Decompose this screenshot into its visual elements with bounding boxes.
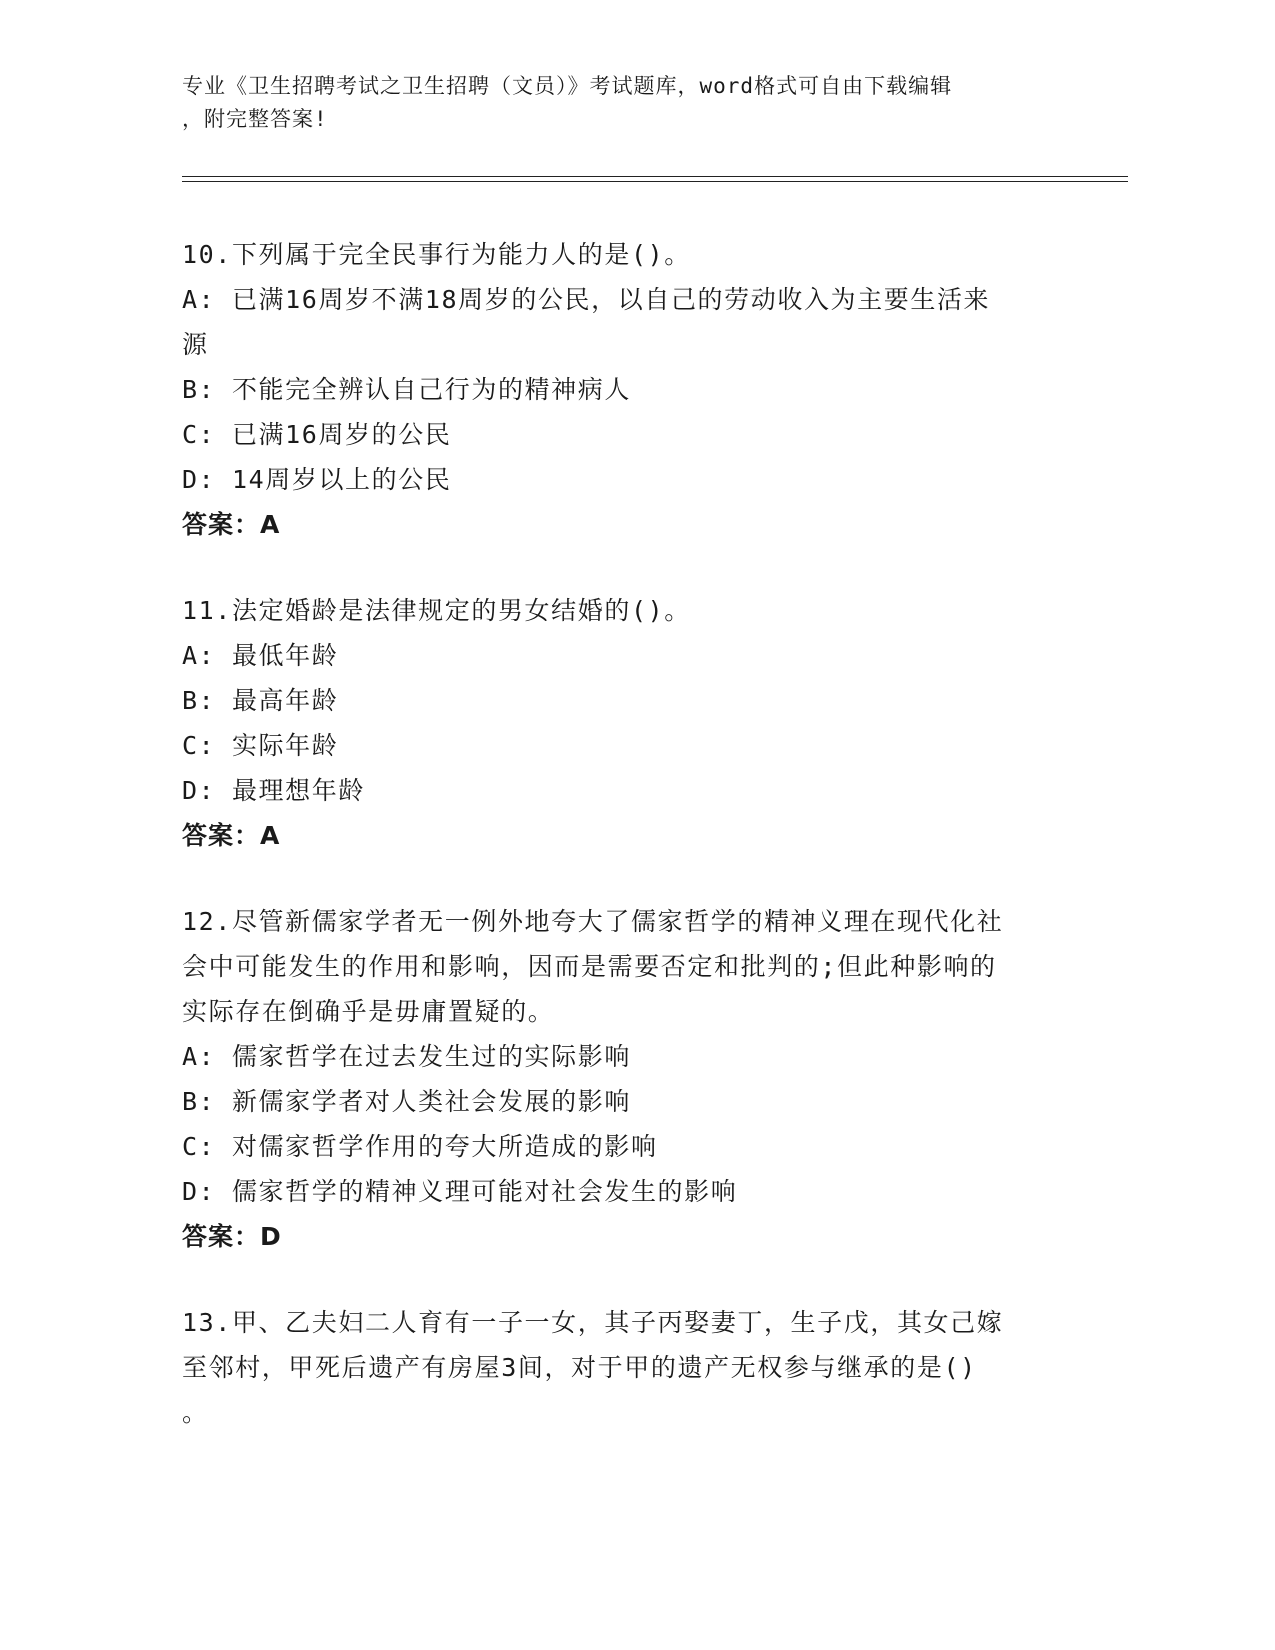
question-stem: 11.法定婚龄是法律规定的男女结婚的()。 bbox=[182, 596, 691, 625]
question-item bbox=[182, 899, 1082, 1259]
option-a: A: 已满16周岁不满18周岁的公民，以自己的劳动收入为主要生活来 bbox=[182, 285, 991, 314]
header-line-2: ，附完整答案! bbox=[182, 107, 328, 131]
option-d: D: 儒家哲学的精神义理可能对社会发生的影响 bbox=[182, 1177, 738, 1206]
option-a-continued: 源 bbox=[182, 330, 209, 359]
question-stem-line-3: 。 bbox=[182, 1398, 209, 1427]
document-header bbox=[182, 70, 1062, 136]
option-a: A: 最低年龄 bbox=[182, 641, 339, 670]
header-divider-bottom bbox=[182, 181, 1128, 182]
option-d: D: 14周岁以上的公民 bbox=[182, 465, 452, 494]
option-a: A: 儒家哲学在过去发生过的实际影响 bbox=[182, 1042, 631, 1071]
option-c: C: 实际年龄 bbox=[182, 731, 339, 760]
option-c: C: 对儒家哲学作用的夸大所造成的影响 bbox=[182, 1132, 658, 1161]
question-stem-line-2: 至邻村，甲死后遗产有房屋3间，对于甲的遗产无权参与继承的是() bbox=[182, 1353, 977, 1382]
question-stem-line-1: 13.甲、乙夫妇二人育有一子一女，其子丙娶妻丁，生子戊，其女己嫁 bbox=[182, 1308, 1004, 1337]
option-b: B: 最高年龄 bbox=[182, 686, 339, 715]
option-b: B: 新儒家学者对人类社会发展的影响 bbox=[182, 1087, 631, 1116]
question-item bbox=[182, 232, 1082, 547]
option-b: B: 不能完全辨认自己行为的精神病人 bbox=[182, 375, 631, 404]
header-line-1: 专业《卫生招聘考试之卫生招聘（文员）》考试题库，word格式可自由下载编辑 bbox=[182, 74, 953, 98]
question-stem: 10.下列属于完全民事行为能力人的是()。 bbox=[182, 240, 691, 269]
option-c: C: 已满16周岁的公民 bbox=[182, 420, 452, 449]
header-divider-top bbox=[182, 176, 1128, 177]
question-stem-line-1: 12.尽管新儒家学者无一例外地夸大了儒家哲学的精神义理在现代化社 bbox=[182, 907, 1004, 936]
answer-label: 答案：A bbox=[182, 821, 281, 850]
question-item bbox=[182, 1300, 1082, 1435]
option-d: D: 最理想年龄 bbox=[182, 776, 365, 805]
answer-label: 答案：A bbox=[182, 510, 281, 539]
question-list bbox=[182, 232, 1082, 1476]
answer-label: 答案：D bbox=[182, 1222, 282, 1251]
question-stem-line-3: 实际存在倒确乎是毋庸置疑的。 bbox=[182, 997, 555, 1026]
question-item bbox=[182, 588, 1082, 858]
question-stem-line-2: 会中可能发生的作用和影响，因而是需要否定和批判的;但此种影响的 bbox=[182, 952, 997, 981]
